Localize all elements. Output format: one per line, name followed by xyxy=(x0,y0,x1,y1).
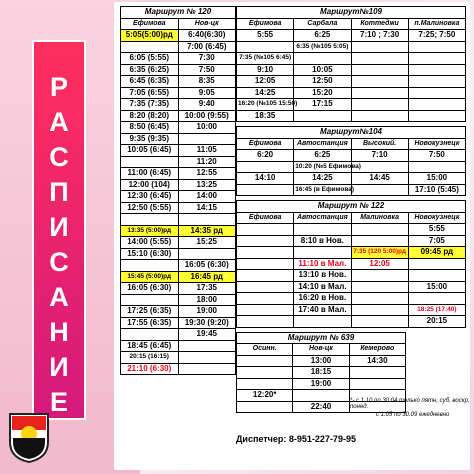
time-cell: 6:25 xyxy=(294,30,351,42)
time-cell xyxy=(408,76,465,88)
time-cell: 8:50 (6:45) xyxy=(121,122,179,134)
time-cell: 5:55 xyxy=(408,224,465,236)
title-letter: С xyxy=(49,247,69,277)
time-cell: 11:00 (6:45) xyxy=(121,168,179,180)
time-cell xyxy=(178,248,236,260)
time-cell: 20:15 xyxy=(408,316,465,328)
time-cell: 16:20 (№105 15:50) xyxy=(237,99,294,111)
table-row xyxy=(237,173,466,185)
time-cell: 15:25 xyxy=(178,237,236,249)
time-cell: 14:00 xyxy=(178,191,236,203)
time-cell xyxy=(351,293,408,305)
table-row xyxy=(121,168,236,180)
time-cell: 10:05 xyxy=(294,64,351,76)
time-cell: 14:10 в Мал. xyxy=(294,281,351,293)
r104-header-cell: Ефимова xyxy=(237,138,294,150)
time-cell: 5:05(5:00)рд xyxy=(121,30,179,42)
time-cell xyxy=(178,214,236,226)
time-cell: 12:05 xyxy=(351,258,408,270)
table-row xyxy=(121,41,236,53)
time-cell xyxy=(294,316,351,328)
title-letter: П xyxy=(49,177,69,207)
time-cell: 9:35 (9:35) xyxy=(121,133,179,145)
time-cell xyxy=(349,378,405,390)
time-cell: 11:10 в Мал. xyxy=(294,258,351,270)
r109-header-cell: Коттеджи xyxy=(351,18,408,30)
time-cell xyxy=(351,41,408,53)
title-letter: Е xyxy=(49,387,68,417)
table-row xyxy=(121,317,236,329)
time-cell xyxy=(293,390,349,402)
r122-header-cell: Малиновка xyxy=(351,212,408,224)
table-row xyxy=(237,235,466,247)
time-cell: 15:10 (6:30) xyxy=(121,248,179,260)
time-cell: 7:05 (6:55) xyxy=(121,87,179,99)
time-cell xyxy=(351,270,408,282)
time-cell: 7:00 (6:45) xyxy=(178,41,236,53)
time-cell xyxy=(408,110,465,122)
table-row xyxy=(121,352,236,364)
time-cell: 12:50 (5:55) xyxy=(121,202,179,214)
r122-header-cell: Ефимова xyxy=(237,212,294,224)
time-cell xyxy=(237,41,294,53)
time-cell xyxy=(178,363,236,375)
time-cell: 9:40 xyxy=(178,99,236,111)
time-cell xyxy=(178,340,236,352)
table-row xyxy=(237,304,466,316)
title-letter: Р xyxy=(49,72,68,102)
time-cell xyxy=(351,224,408,236)
time-cell: 11:20 xyxy=(178,156,236,168)
table-row xyxy=(237,367,406,379)
time-cell xyxy=(351,110,408,122)
table-row xyxy=(237,316,466,328)
time-cell: 14:25 xyxy=(294,173,351,185)
time-cell: 15:00 xyxy=(408,281,465,293)
time-cell: 7:30 xyxy=(178,53,236,65)
right-tables xyxy=(236,6,466,413)
time-cell xyxy=(408,41,465,53)
time-cell: 7:05 xyxy=(408,235,465,247)
time-cell: 18:00 xyxy=(178,294,236,306)
table-row xyxy=(121,191,236,203)
table-row xyxy=(121,283,236,295)
table-row xyxy=(237,184,466,196)
r104-header-cell: Автостанция xyxy=(294,138,351,150)
time-cell: 8:35 xyxy=(178,76,236,88)
table-row xyxy=(237,76,466,88)
time-cell: 14:25 xyxy=(237,87,294,99)
time-cell: 16:45 рд xyxy=(178,271,236,283)
r109-header-cell: п.Малиновка xyxy=(408,18,465,30)
time-cell xyxy=(351,316,408,328)
table-row xyxy=(121,271,236,283)
table-row xyxy=(237,150,466,162)
time-cell: 17:40 в Мал. xyxy=(294,304,351,316)
route-120-header-novck: Нов-цк xyxy=(178,18,236,30)
time-cell: 7:35 (№105 6:45) xyxy=(237,53,294,65)
time-cell: 18:25 (17:40) xyxy=(408,304,465,316)
time-cell xyxy=(294,224,351,236)
route-104-title: Маршрут№104 xyxy=(237,127,466,139)
time-cell: 7:35 (7:35) xyxy=(121,99,179,111)
time-cell: 12:55 xyxy=(178,168,236,180)
time-cell xyxy=(237,293,294,305)
title-letter: Н xyxy=(49,317,69,347)
table-row xyxy=(121,214,236,226)
table-row xyxy=(121,329,236,341)
table-row xyxy=(121,225,236,237)
time-cell: 15:45 (5:00)рд xyxy=(121,271,179,283)
table-row xyxy=(121,122,236,134)
table-row xyxy=(237,41,466,53)
table-row xyxy=(121,53,236,65)
time-cell xyxy=(121,41,179,53)
time-cell xyxy=(351,53,408,65)
table-row xyxy=(121,294,236,306)
table-row xyxy=(121,248,236,260)
time-cell: 13:10 в Нов. xyxy=(294,270,351,282)
time-cell: 17:10 (5:45) xyxy=(408,184,465,196)
note-schedule-1: *- с 1.10 по 30.04 только пятн, суб, воскр, понед. xyxy=(350,398,470,410)
table-row xyxy=(121,202,236,214)
time-cell xyxy=(351,64,408,76)
time-cell xyxy=(237,281,294,293)
time-cell: 16:05 (6:30) xyxy=(178,260,236,272)
time-cell: 19:45 xyxy=(178,329,236,341)
table-row xyxy=(121,306,236,318)
route-109-title: Маршрут№109 xyxy=(237,7,466,19)
table-row xyxy=(237,87,466,99)
time-cell: 14:15 xyxy=(178,202,236,214)
r639-header-cell: Нов-цк xyxy=(293,344,349,356)
table-row xyxy=(121,87,236,99)
time-cell: 6:20 xyxy=(237,150,294,162)
time-cell: 14:35 рд xyxy=(178,225,236,237)
time-cell xyxy=(237,401,293,413)
time-cell: 19:00 xyxy=(293,378,349,390)
r109-header-cell: Ефимова xyxy=(237,18,294,30)
time-cell: 14:45 xyxy=(351,173,408,185)
table-row xyxy=(237,378,406,390)
route-120-table xyxy=(120,6,236,375)
time-cell: 14:30 xyxy=(349,355,405,367)
time-cell: 12:00 (104) xyxy=(121,179,179,191)
time-cell: 10:00 (9:55) xyxy=(178,110,236,122)
time-cell: 16:05 (6:30) xyxy=(121,283,179,295)
table-row xyxy=(237,110,466,122)
table-row xyxy=(121,179,236,191)
time-cell: 16:20 в Нов. xyxy=(294,293,351,305)
time-cell: 15:20 xyxy=(294,87,351,99)
time-cell: 18:15 xyxy=(293,367,349,379)
time-cell: 6:35 (6:25) xyxy=(121,64,179,76)
table-row xyxy=(121,64,236,76)
time-cell: 14:10 xyxy=(237,173,294,185)
time-cell xyxy=(349,367,405,379)
time-cell xyxy=(121,294,179,306)
time-cell: 10:20 (№5 Ефимова) xyxy=(294,161,351,173)
time-cell: 09:45 рд xyxy=(408,247,465,259)
city-emblem xyxy=(8,412,50,464)
time-cell: 17:25 (6:35) xyxy=(121,306,179,318)
time-cell: 19:30 (9:20) xyxy=(178,317,236,329)
time-cell xyxy=(351,87,408,99)
time-cell xyxy=(237,161,294,173)
table-row xyxy=(237,293,466,305)
time-cell xyxy=(178,133,236,145)
time-cell xyxy=(237,378,293,390)
table-row xyxy=(121,110,236,122)
time-cell: 10:00 xyxy=(178,122,236,134)
table-row xyxy=(121,133,236,145)
table-row xyxy=(237,224,466,236)
route-120-title: Маршрут № 120 xyxy=(121,7,236,19)
table-row xyxy=(121,99,236,111)
time-cell: 7:25; 7:50 xyxy=(408,30,465,42)
vertical-title xyxy=(32,70,86,420)
table-row xyxy=(237,53,466,65)
time-cell: 7:35 (120 5:00)рд xyxy=(351,247,408,259)
time-cell: 12:20* xyxy=(237,390,293,402)
time-cell xyxy=(294,53,351,65)
table-row xyxy=(237,64,466,76)
table-row xyxy=(121,76,236,88)
route-122-title: Маршрут № 122 xyxy=(237,201,466,213)
time-cell xyxy=(237,355,293,367)
time-cell: 15:00 xyxy=(408,173,465,185)
time-cell: 7:10 ; 7:30 xyxy=(351,30,408,42)
time-cell: 16:45 (в Ефимова) xyxy=(294,184,351,196)
table-row xyxy=(121,30,236,42)
table-row xyxy=(237,30,466,42)
time-cell: 6:05 (5:55) xyxy=(121,53,179,65)
time-cell xyxy=(408,99,465,111)
title-letter: И xyxy=(49,212,69,242)
time-cell xyxy=(237,224,294,236)
time-cell: 12:50 xyxy=(294,76,351,88)
time-cell: 12:30 (6:45) xyxy=(121,191,179,203)
time-cell xyxy=(351,304,408,316)
time-cell: 21:10 (6:30) xyxy=(121,363,179,375)
time-cell xyxy=(237,235,294,247)
note-schedule-2: с 1.05 по 30.09 ежедневно xyxy=(376,412,450,418)
time-cell xyxy=(178,352,236,364)
title-letter: А xyxy=(49,107,69,137)
time-cell: 5:55 xyxy=(237,30,294,42)
time-cell: 22:40 xyxy=(293,401,349,413)
r639-header-cell: Осинн. xyxy=(237,344,293,356)
table-row xyxy=(237,99,466,111)
table-row xyxy=(237,270,466,282)
time-cell: 6:35 (№105 5:05) xyxy=(294,41,351,53)
table-row xyxy=(237,281,466,293)
time-cell: 13:35 (5:00)рд xyxy=(121,225,179,237)
time-cell: 8:20 (8:20) xyxy=(121,110,179,122)
time-cell: 6:40(6:30) xyxy=(178,30,236,42)
time-cell: 7:10 xyxy=(351,150,408,162)
time-cell xyxy=(237,270,294,282)
time-cell xyxy=(351,99,408,111)
time-cell: 12:05 xyxy=(237,76,294,88)
r639-header-cell: Кемерово xyxy=(349,344,405,356)
time-cell xyxy=(408,293,465,305)
r109-header-cell: Сарбала xyxy=(294,18,351,30)
table-row xyxy=(237,355,406,367)
time-cell: 6:45 (6:35) xyxy=(121,76,179,88)
time-cell xyxy=(237,367,293,379)
r104-header-cell: Новокузнецк xyxy=(408,138,465,150)
time-cell: 14:00 (5:55) xyxy=(121,237,179,249)
time-cell: 11:05 xyxy=(178,145,236,157)
timetable-sheet xyxy=(114,2,470,470)
time-cell xyxy=(351,235,408,247)
time-cell: 20:15 (16:15) xyxy=(121,352,179,364)
time-cell: 7:50 xyxy=(408,150,465,162)
route-120-header-efimova: Ефимова xyxy=(121,18,179,30)
time-cell: 6:25 xyxy=(294,150,351,162)
table-row xyxy=(121,363,236,375)
table-row xyxy=(237,258,466,270)
time-cell: 19:00 xyxy=(178,306,236,318)
time-cell: 17:15 xyxy=(294,99,351,111)
time-cell xyxy=(408,258,465,270)
time-cell xyxy=(121,329,179,341)
time-cell xyxy=(351,76,408,88)
time-cell xyxy=(121,214,179,226)
time-cell xyxy=(237,304,294,316)
time-cell xyxy=(237,184,294,196)
time-cell xyxy=(237,247,294,259)
time-cell xyxy=(408,64,465,76)
time-cell xyxy=(237,258,294,270)
table-row xyxy=(121,237,236,249)
time-cell xyxy=(408,270,465,282)
time-cell: 17:35 xyxy=(178,283,236,295)
table-row xyxy=(121,156,236,168)
dispatcher-phone: Диспетчер: 8-951-227-79-95 xyxy=(236,434,356,444)
time-cell: 13:25 xyxy=(178,179,236,191)
time-cell xyxy=(294,247,351,259)
title-letter: И xyxy=(49,352,69,382)
time-cell xyxy=(294,110,351,122)
r122-header-cell: Новокузнецк xyxy=(408,212,465,224)
time-cell: 9:10 xyxy=(237,64,294,76)
time-cell: 17:55 (6:35) xyxy=(121,317,179,329)
time-cell xyxy=(408,87,465,99)
table-row xyxy=(121,145,236,157)
time-cell: 9:05 xyxy=(178,87,236,99)
title-letter: А xyxy=(49,282,69,312)
time-cell xyxy=(121,260,179,272)
time-cell xyxy=(121,156,179,168)
time-cell: 8:10 в Нов. xyxy=(294,235,351,247)
r104-header-cell: Высокий. xyxy=(351,138,408,150)
time-cell xyxy=(351,184,408,196)
time-cell: 18:45 (6:45) xyxy=(121,340,179,352)
time-cell xyxy=(408,53,465,65)
table-row xyxy=(237,161,466,173)
table-row xyxy=(121,260,236,272)
time-cell: 7:50 xyxy=(178,64,236,76)
table-row xyxy=(121,340,236,352)
r122-header-cell: Автостанция xyxy=(294,212,351,224)
time-cell: 18:35 xyxy=(237,110,294,122)
time-cell xyxy=(237,316,294,328)
time-cell xyxy=(408,161,465,173)
title-letter: С xyxy=(49,142,69,172)
time-cell: 13:00 xyxy=(293,355,349,367)
time-cell: 10:05 (6:45) xyxy=(121,145,179,157)
route-639-title: Маршрут № 639 xyxy=(237,332,406,344)
table-row xyxy=(237,247,466,259)
time-cell xyxy=(351,281,408,293)
